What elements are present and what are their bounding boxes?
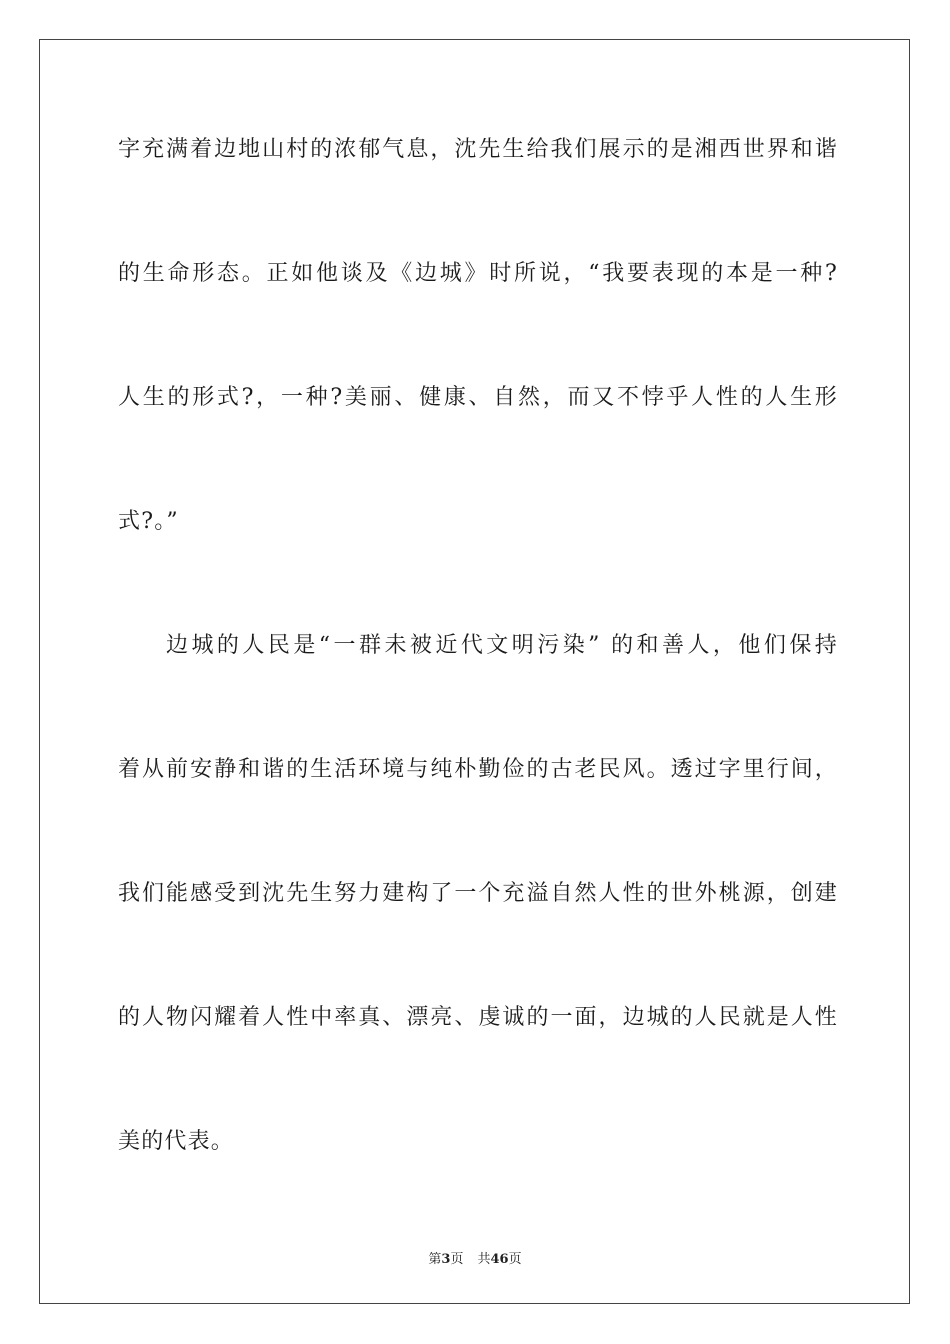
text-line-2: 的生命形态。正如他谈及《边城》时所说，“我要表现的本是一种? [118, 261, 838, 286]
page-footer [0, 1248, 950, 1267]
page-suffix: 页 [450, 1252, 464, 1267]
text-line-7: 我们能感受到沈先生努力建构了一个充溢自然人性的世外桃源，创建 [118, 881, 838, 906]
total-prefix: 共 [477, 1252, 491, 1267]
page-prefix: 第 [428, 1252, 442, 1267]
total-pages: 46 [490, 1252, 509, 1267]
page-number: 3 [441, 1252, 451, 1267]
total-suffix: 页 [508, 1252, 522, 1267]
text-line-4: 式?。” [118, 509, 179, 534]
text-line-3: 人生的形式?，一种?美丽、健康、自然，而又不悖乎人性的人生形 [118, 385, 838, 410]
text-line-8: 的人物闪耀着人性中率真、漂亮、虔诚的一面，边城的人民就是人性 [118, 1005, 838, 1030]
text-line-1: 字充满着边地山村的浓郁气息，沈先生给我们展示的是湘西世界和谐 [118, 137, 838, 162]
text-line-5: 边城的人民是“一群未被近代文明污染” 的和善人，他们保持 [166, 633, 838, 658]
text-line-6: 着从前安静和谐的生活环境与纯朴勤俭的古老民风。透过字里行间， [118, 757, 838, 782]
body-text [118, 126, 838, 1242]
text-line-9: 美的代表。 [118, 1129, 235, 1154]
